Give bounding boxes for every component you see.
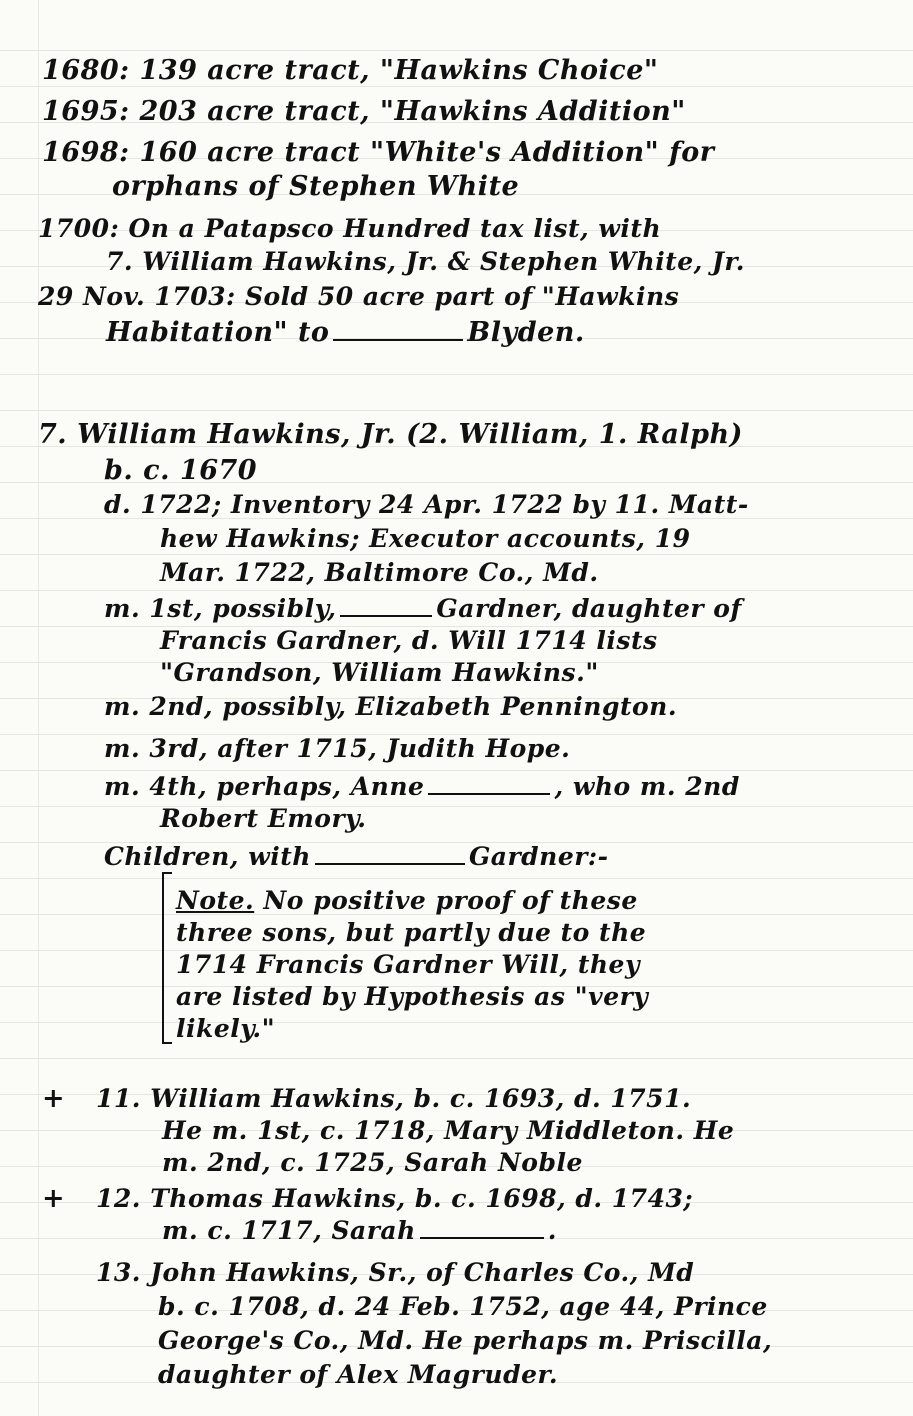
- blank-line: [315, 845, 465, 865]
- marriage-1-text-b: Gardner, daughter of: [436, 594, 742, 623]
- ruled-line: [0, 1022, 913, 1023]
- marriage-4-text-a: m. 4th, perhaps, Anne: [104, 772, 425, 801]
- person-7-marriage-4-line-2: Robert Emory.: [160, 804, 367, 833]
- record-1703-text-b: Blyden.: [467, 317, 585, 348]
- note-line-1: [176, 886, 638, 916]
- ruled-line: [0, 374, 913, 375]
- ruled-line: [0, 50, 913, 51]
- child-11-line-2: He m. 1st, c. 1718, Mary Middleton. He: [162, 1116, 735, 1145]
- person-7-marriage-2: m. 2nd, possibly, Elizabeth Pennington.: [104, 692, 678, 721]
- note-line-3: 1714 Francis Gardner Will, they: [176, 950, 640, 979]
- marriage-4-text-b: , who m. 2nd: [554, 772, 740, 801]
- note-label: Note.: [176, 886, 255, 915]
- person-7-born: b. c. 1670: [104, 455, 258, 486]
- child-13-line-3: George's Co., Md. He perhaps m. Priscilla,: [158, 1326, 773, 1355]
- record-1698-line-1: 1698: 160 acre tract "White's Addition" for: [42, 137, 715, 168]
- note-line-2: three sons, but partly due to the: [176, 918, 647, 947]
- ruled-line: [0, 770, 913, 771]
- ruled-line: [0, 590, 913, 591]
- note-text-a: No positive proof of these: [263, 886, 638, 915]
- record-1700-line-2: 7. William Hawkins, Jr. & Stephen White, Jr.: [106, 247, 745, 276]
- child-11-plus-mark: +: [42, 1083, 66, 1114]
- child-12-line-2: [162, 1216, 557, 1246]
- blank-line: [340, 597, 432, 617]
- ruled-line: [0, 1058, 913, 1059]
- children-heading: [104, 842, 609, 872]
- marriage-1-text-a: m. 1st, possibly,: [104, 594, 337, 623]
- child-11-line-1: 11. William Hawkins, b. c. 1693, d. 1751.: [96, 1084, 692, 1113]
- person-7-marriage-1-line-2: Francis Gardner, d. Will 1714 lists: [160, 626, 658, 655]
- ruled-line: [0, 878, 913, 879]
- person-7-died-line-3: Mar. 1722, Baltimore Co., Md.: [160, 558, 599, 587]
- ruled-line: [0, 554, 913, 555]
- person-7-marriage-1-line-1: [104, 594, 742, 624]
- child-13-line-1: 13. John Hawkins, Sr., of Charles Co., Md: [96, 1258, 695, 1287]
- child-12-text-a: m. c. 1717, Sarah: [162, 1216, 416, 1245]
- record-1703-line-1: 29 Nov. 1703: Sold 50 acre part of "Hawkins: [38, 282, 680, 311]
- children-text-a: Children, with: [104, 842, 311, 871]
- blank-line: [333, 321, 463, 341]
- record-1700-line-1: 1700: On a Patapsco Hundred tax list, with: [38, 214, 662, 243]
- ruled-line: [0, 410, 913, 411]
- child-12-line-1: 12. Thomas Hawkins, b. c. 1698, d. 1743;: [96, 1184, 694, 1213]
- child-12-text-b: .: [547, 1216, 557, 1245]
- person-7-heading: 7. William Hawkins, Jr. (2. William, 1. Ralph): [38, 419, 743, 450]
- record-1703-line-2: [106, 318, 585, 348]
- person-7-marriage-1-line-3: "Grandson, William Hawkins.": [160, 658, 599, 687]
- note-bracket: [162, 872, 172, 1044]
- person-7-marriage-3: m. 3rd, after 1715, Judith Hope.: [104, 734, 571, 763]
- blank-line: [420, 1219, 544, 1239]
- note-line-5: likely.": [176, 1014, 276, 1043]
- record-1703-text-a: Habitation" to: [106, 317, 330, 348]
- person-7-marriage-4-line-1: [104, 772, 740, 802]
- blank-line: [428, 775, 550, 795]
- ruled-line: [0, 86, 913, 87]
- record-1695: 1695: 203 acre tract, "Hawkins Addition": [42, 96, 686, 127]
- child-11-line-3: m. 2nd, c. 1725, Sarah Noble: [162, 1148, 583, 1177]
- note-line-4: are listed by Hypothesis as "very: [176, 982, 649, 1011]
- person-7-died-line-1: d. 1722; Inventory 24 Apr. 1722 by 11. Matt-: [104, 490, 749, 519]
- child-12-plus-mark: +: [42, 1183, 66, 1214]
- person-7-died-line-2: hew Hawkins; Executor accounts, 19: [160, 524, 691, 553]
- ruled-line: [0, 806, 913, 807]
- child-13-line-2: b. c. 1708, d. 24 Feb. 1752, age 44, Prince: [158, 1292, 768, 1321]
- record-1698-line-2: orphans of Stephen White: [112, 171, 520, 202]
- child-13-line-4: daughter of Alex Magruder.: [158, 1360, 559, 1389]
- children-text-b: Gardner:-: [468, 842, 609, 871]
- record-1680: 1680: 139 acre tract, "Hawkins Choice": [42, 55, 659, 86]
- margin-rule: [38, 0, 39, 1416]
